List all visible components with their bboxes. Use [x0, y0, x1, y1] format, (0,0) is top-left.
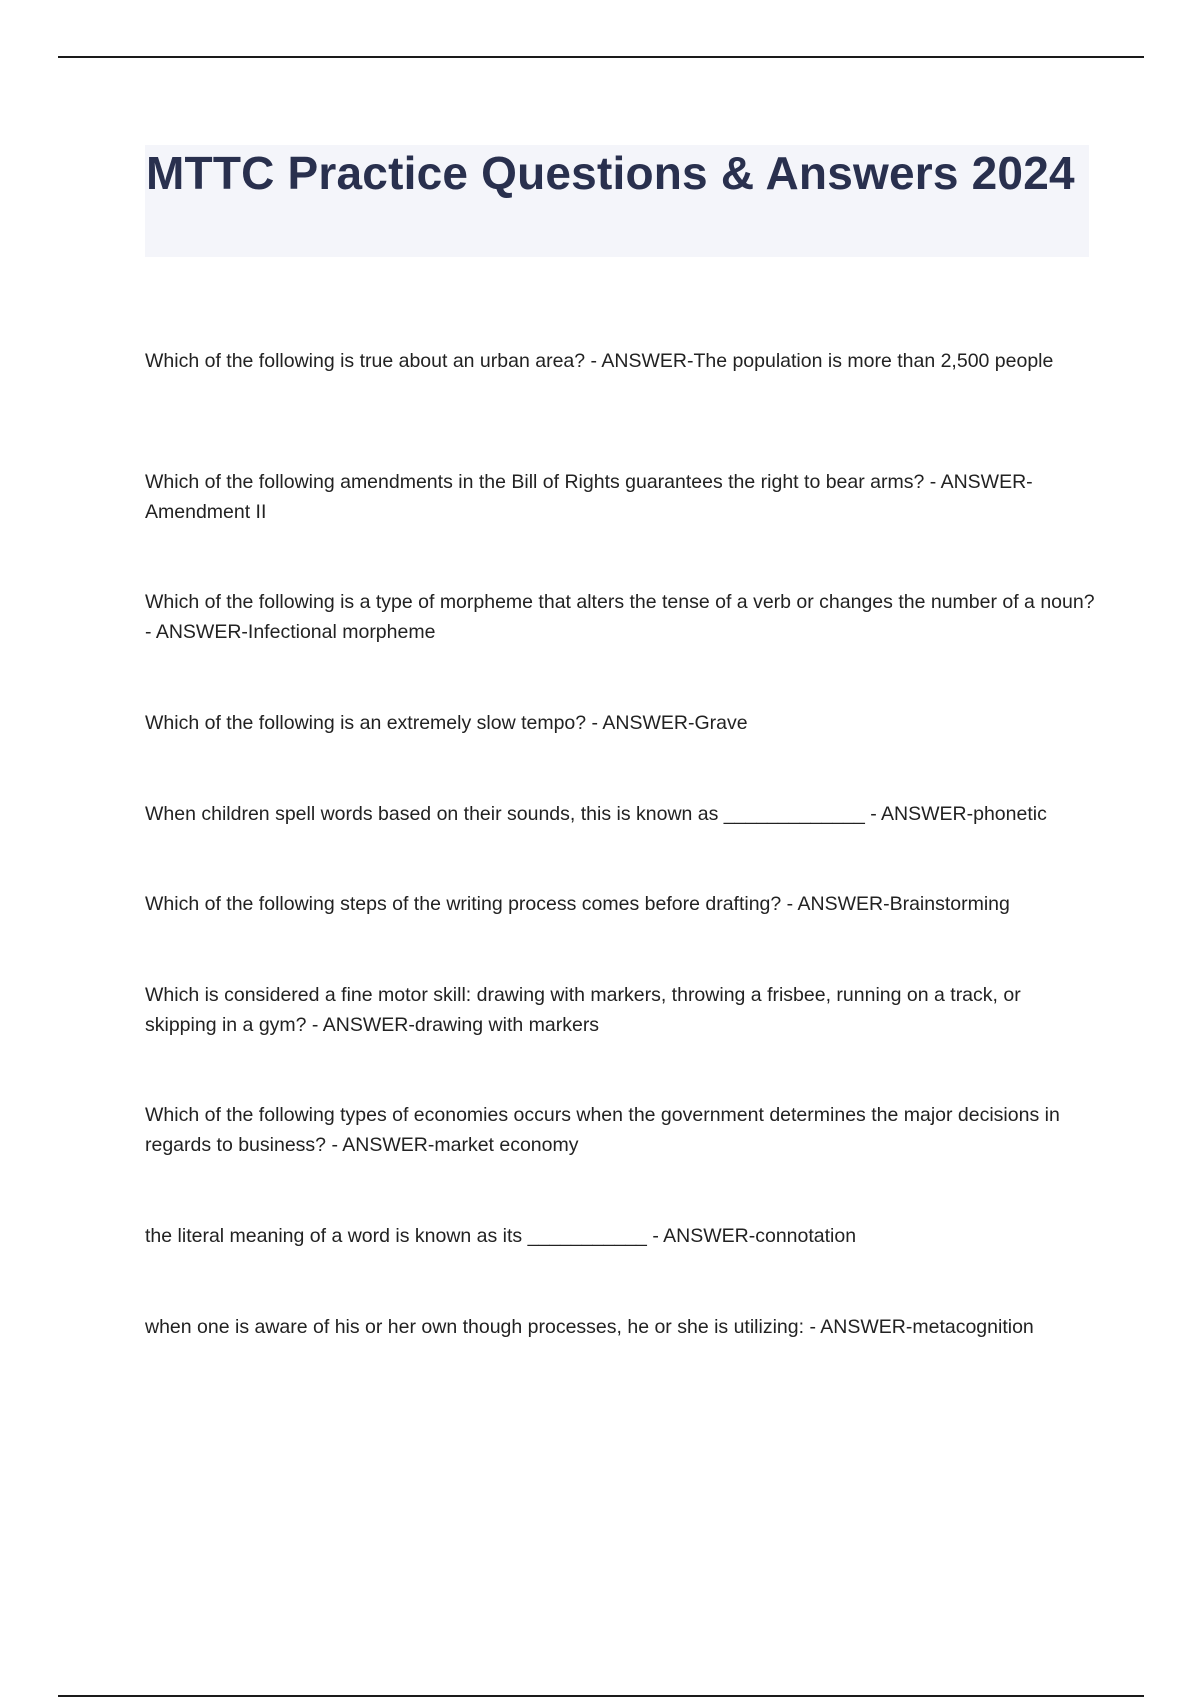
qa-item: When children spell words based on their sounds, this is known as _____________ - ANSWER-phonetic [145, 803, 1047, 825]
qa-item: Which of the following steps of the writing process comes before drafting? - ANSWER-Brainstorming [145, 893, 1010, 915]
qa-item: Which is considered a fine motor skill: drawing with markers, throwing a frisbee, running on a track, or skipping in a gym? - ANSWER-drawing with markers [145, 984, 1021, 1036]
qa-item: Which of the following is true about an urban area? - ANSWER-The population is more than 2,500 people [145, 350, 1054, 372]
qa-item: Which of the following is an extremely slow tempo? - ANSWER-Grave [145, 712, 748, 734]
footer-rule [58, 1695, 1144, 1697]
qa-item: the literal meaning of a word is known as its ___________ - ANSWER-connotation [145, 1225, 857, 1247]
document-title: MTTC Practice Questions & Answers 2024 [146, 147, 1075, 199]
qa-item: Which of the following types of economies occurs when the government determines the major decisions in regards to business? - ANSWER-market economy [145, 1104, 1060, 1156]
qa-item: Which of the following is a type of morpheme that alters the tense of a verb or changes the number of a noun? - ANSWER-Infectional morpheme [145, 591, 1095, 643]
header-rule [58, 56, 1144, 58]
qa-item: when one is aware of his or her own though processes, he or she is utilizing: - ANSWER-metacognition [145, 1316, 1034, 1338]
title-block [145, 145, 1089, 257]
qa-item: Which of the following amendments in the Bill of Rights guarantees the right to bear arms? - ANSWER-Amendment II [145, 471, 1033, 523]
